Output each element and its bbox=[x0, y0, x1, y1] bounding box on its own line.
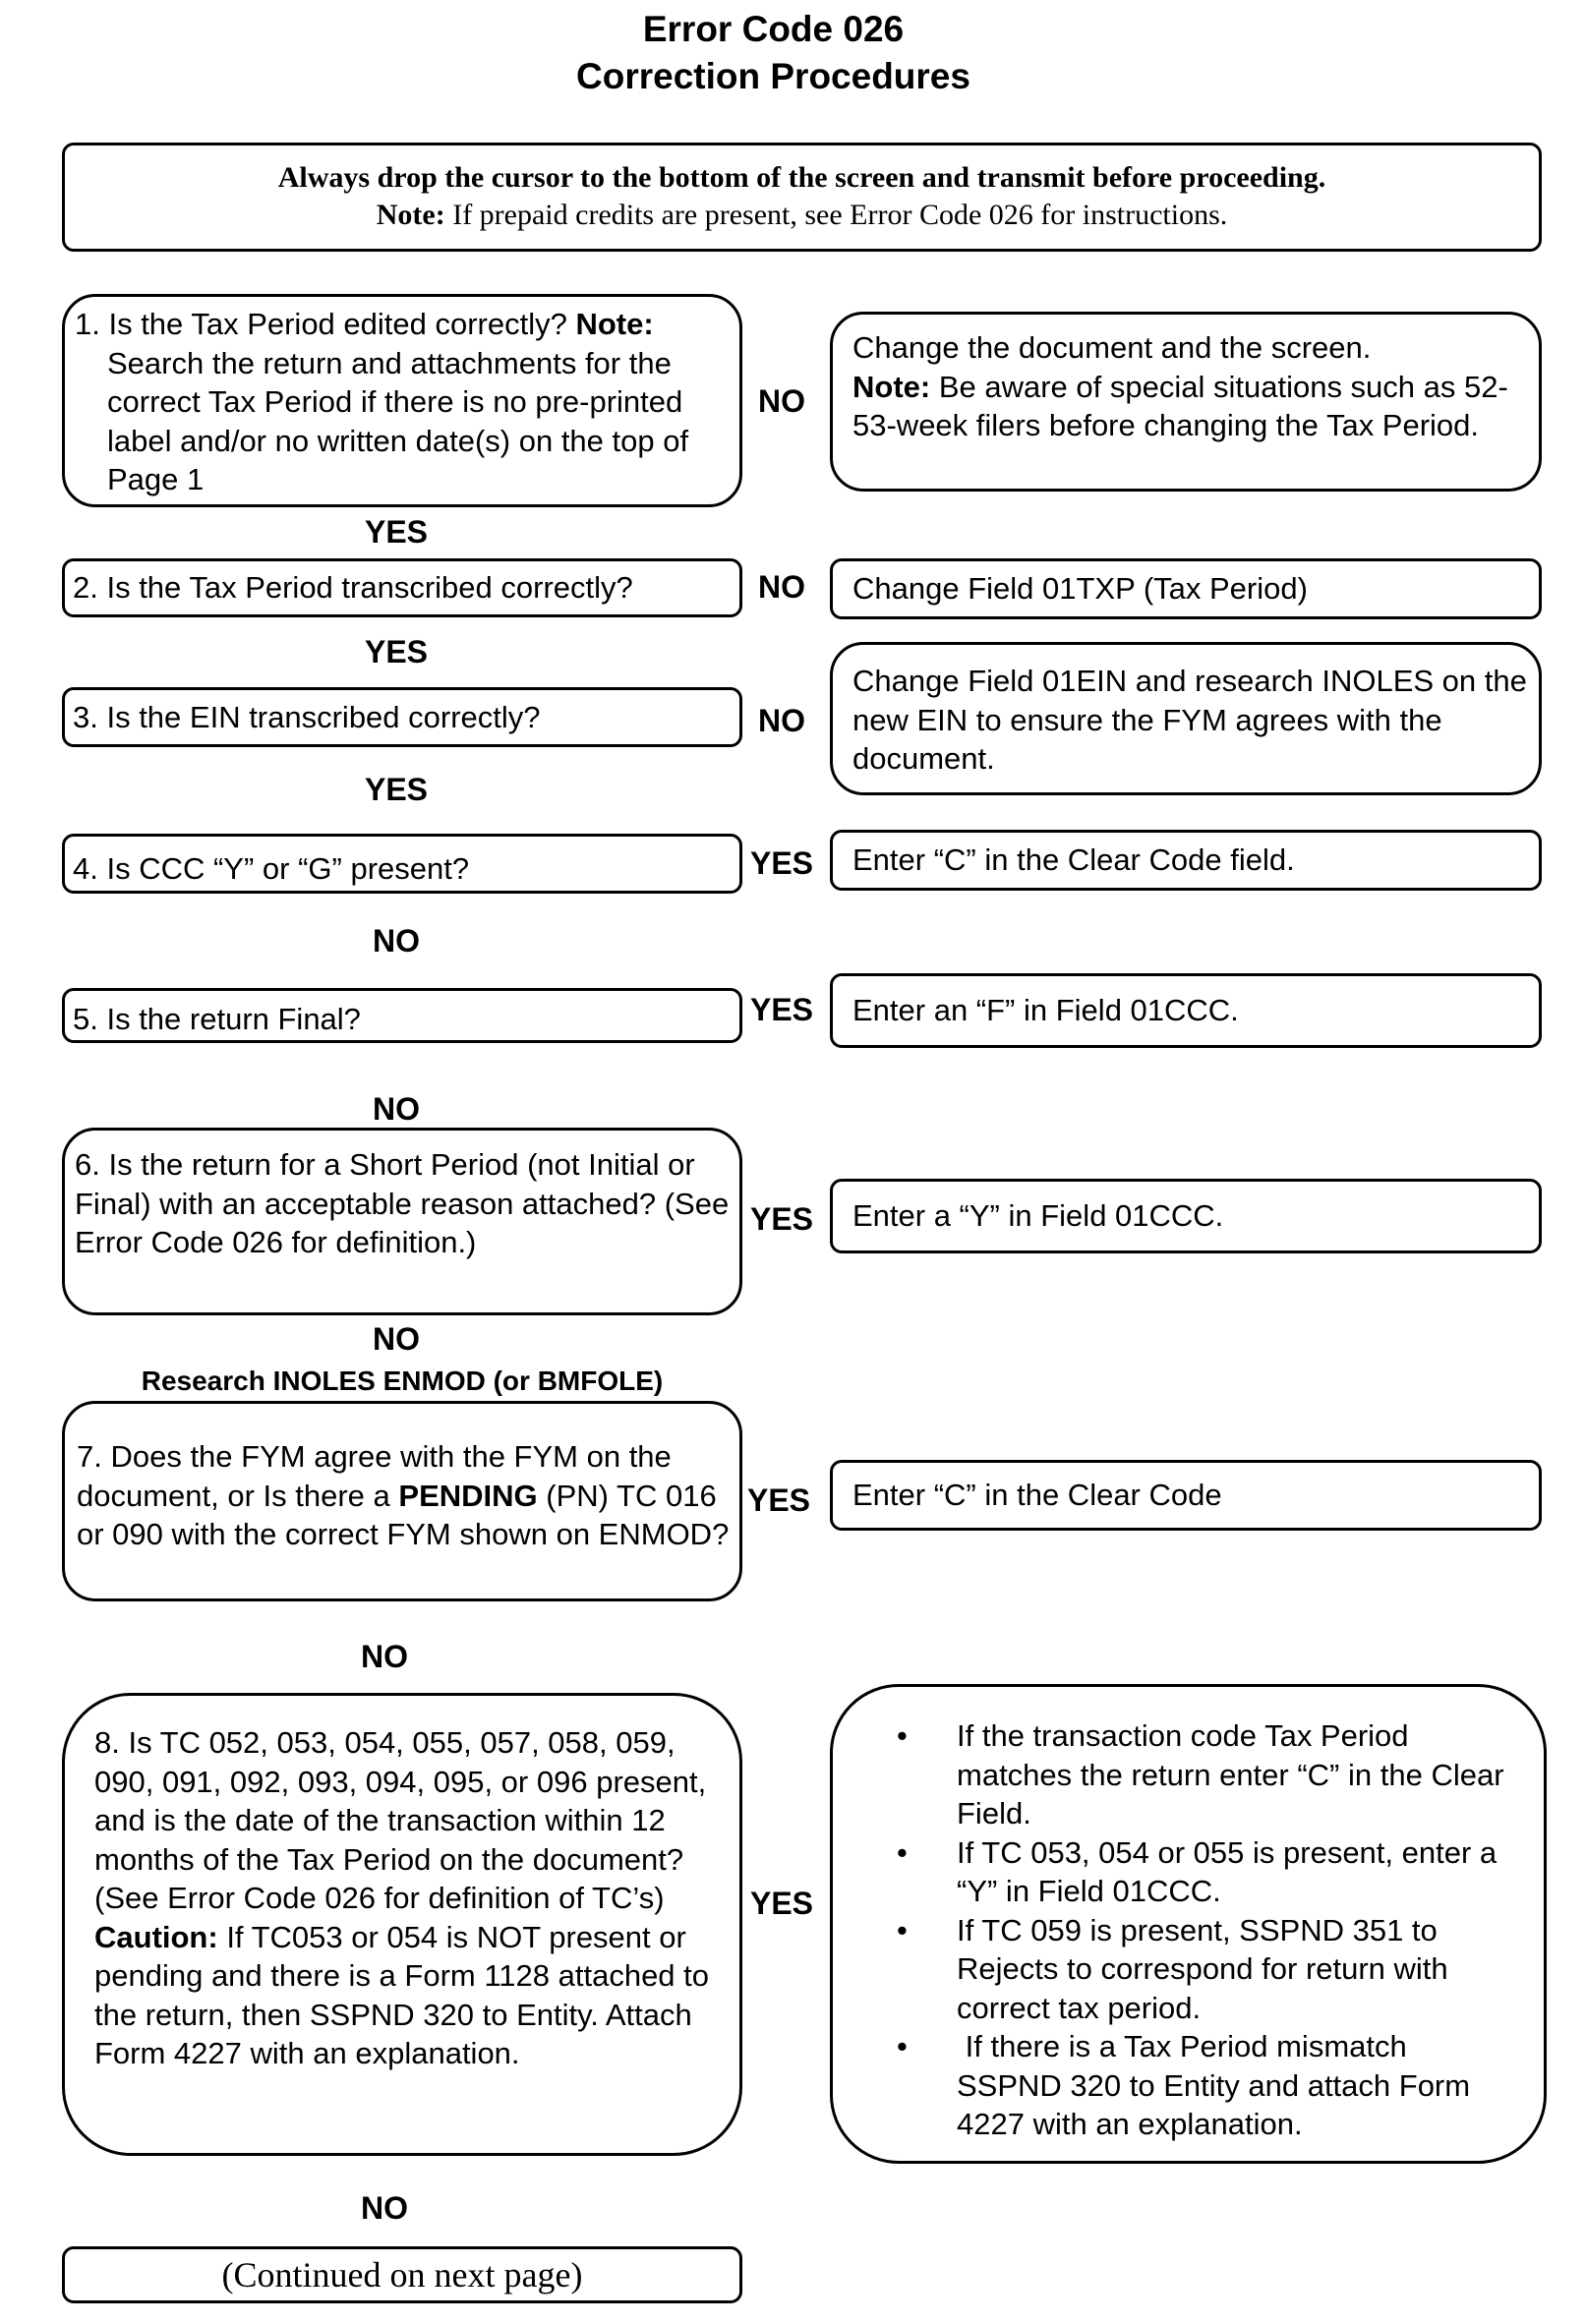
step-8-caution-text: If TC053 or 054 is NOT present or pending and there is a Form 1128 attached to the return, then SSPND 320 to Entity. Attach Form 4227 with an explanation. bbox=[94, 1919, 710, 2070]
step-4-branch-label: YES bbox=[749, 845, 814, 881]
step-1-question-text: 1. Is the Tax Period edited correctly? bbox=[75, 307, 576, 341]
step-1-action-note-text: Be aware of special situations such as 52-53-week filers before changing the Tax Period. bbox=[852, 369, 1508, 442]
step-7-action: Enter “C” in the Clear Code bbox=[830, 1460, 1542, 1531]
step-2-branch-label: NO bbox=[758, 569, 805, 605]
continued-box: (Continued on next page) bbox=[62, 2246, 742, 2303]
step-4-next-label: NO bbox=[373, 923, 420, 959]
step-8-caution-label: Caution: bbox=[94, 1919, 218, 1954]
step-8-question bbox=[62, 1693, 742, 2156]
step-8-action-item-text: If the transaction code Tax Period matches the return enter “C” in the Clear Field. bbox=[957, 1718, 1504, 1830]
step-1-note-label: Note: bbox=[575, 307, 654, 341]
step-6-branch-label: YES bbox=[749, 1201, 814, 1237]
step-7-question-text-end: (PN) TC 016 or 090 with the correct FYM shown on ENMOD? bbox=[77, 1478, 730, 1551]
page-subtitle: Correction Procedures bbox=[576, 56, 970, 96]
step-1-action bbox=[830, 312, 1542, 492]
step-2-next-label: YES bbox=[364, 634, 429, 669]
step-7-pending-label: PENDING bbox=[398, 1478, 538, 1513]
step-8-action-item-text: If TC 059 is present, SSPND 351 to Rejects to correspond for return with correct tax period. bbox=[957, 1912, 1448, 2025]
step-1-next-label: YES bbox=[364, 514, 429, 550]
step-8-action-item bbox=[833, 1716, 1504, 1833]
step-3-action: Change Field 01EIN and research INOLES on the new EIN to ensure the FYM agrees with the document. bbox=[830, 642, 1542, 795]
instructions-box bbox=[62, 143, 1542, 252]
step-8-next-label: NO bbox=[361, 2190, 408, 2226]
step-4-question: 4. Is CCC “Y” or “G” present? bbox=[62, 834, 742, 894]
instructions-note bbox=[65, 197, 1539, 234]
bullet-icon: • bbox=[897, 2029, 908, 2063]
page-title: Error Code 026 bbox=[642, 9, 905, 49]
bullet-icon: • bbox=[897, 1834, 908, 1870]
step-4-action: Enter “C” in the Clear Code field. bbox=[830, 830, 1542, 891]
step-5-branch-label: YES bbox=[749, 992, 814, 1027]
instructions-main: Always drop the cursor to the bottom of the screen and transmit before proceeding. bbox=[277, 161, 1326, 194]
step-8-action-item bbox=[833, 1911, 1504, 2028]
step-3-branch-label: NO bbox=[758, 703, 805, 738]
step-1-question bbox=[62, 294, 742, 507]
step-1-note-text: Search the return and attachments for the correct Tax Period if there is no pre-printed label and/or no written date(s) on the top of Page 1 bbox=[107, 345, 689, 496]
step-8-action-item bbox=[833, 1833, 1504, 1911]
step-8-question-text: 8. Is TC 052, 053, 054, 055, 057, 058, 059, 090, 091, 092, 093, 094, 095, or 096 present, and is the date of the transaction within 12 months of the Tax Period on the document? (See Error Code 026 for definition of TC’s) bbox=[94, 1725, 707, 1915]
step-2-action: Change Field 01TXP (Tax Period) bbox=[830, 558, 1542, 619]
step-1-action-text: Change the document and the screen. bbox=[852, 330, 1372, 365]
step-5-action: Enter an “F” in Field 01CCC. bbox=[830, 973, 1542, 1048]
step-1-branch-label: NO bbox=[758, 383, 805, 419]
step-8-action-list bbox=[833, 1716, 1504, 2144]
step-8-action-item-text: If TC 053, 054 or 055 is present, enter a “Y” in Field 01CCC. bbox=[957, 1834, 1498, 1908]
step-6-action: Enter a “Y” in Field 01CCC. bbox=[830, 1179, 1542, 1253]
step-6-followup-note: Research INOLES ENMOD (or BMFOLE) bbox=[141, 1365, 664, 1396]
step-3-question: 3. Is the EIN transcribed correctly? bbox=[62, 687, 742, 747]
step-3-next-label: YES bbox=[364, 772, 429, 807]
step-7-next-label: NO bbox=[361, 1639, 408, 1674]
step-7-question bbox=[62, 1401, 742, 1601]
step-6-question: 6. Is the return for a Short Period (not Initial or Final) with an acceptable reason attached? (See Error Code 026 for definition.) bbox=[62, 1128, 742, 1315]
step-1-action-note-label: Note: bbox=[852, 369, 931, 404]
step-2-question: 2. Is the Tax Period transcribed correctly? bbox=[62, 558, 742, 617]
step-5-next-label: NO bbox=[373, 1091, 420, 1127]
bullet-icon: • bbox=[897, 1718, 908, 1753]
step-7-question-text: 7. Does the FYM agree with the FYM on the document, or Is there a bbox=[77, 1439, 672, 1513]
note-text: If prepaid credits are present, see Error Code 026 for instructions. bbox=[444, 199, 1228, 231]
step-8-action-item-text: If there is a Tax Period mismatch SSPND 320 to Entity and attach Form 4227 with an explanation. bbox=[957, 2029, 1479, 2141]
step-8-action bbox=[830, 1684, 1547, 2164]
step-8-action-item bbox=[833, 2027, 1504, 2144]
step-6-next-label: NO bbox=[373, 1321, 420, 1357]
step-8-branch-label: YES bbox=[749, 1886, 814, 1921]
step-7-branch-label: YES bbox=[746, 1482, 811, 1518]
note-label: Note: bbox=[376, 199, 445, 231]
bullet-icon: • bbox=[897, 1912, 908, 1947]
step-5-question: 5. Is the return Final? bbox=[62, 988, 742, 1043]
